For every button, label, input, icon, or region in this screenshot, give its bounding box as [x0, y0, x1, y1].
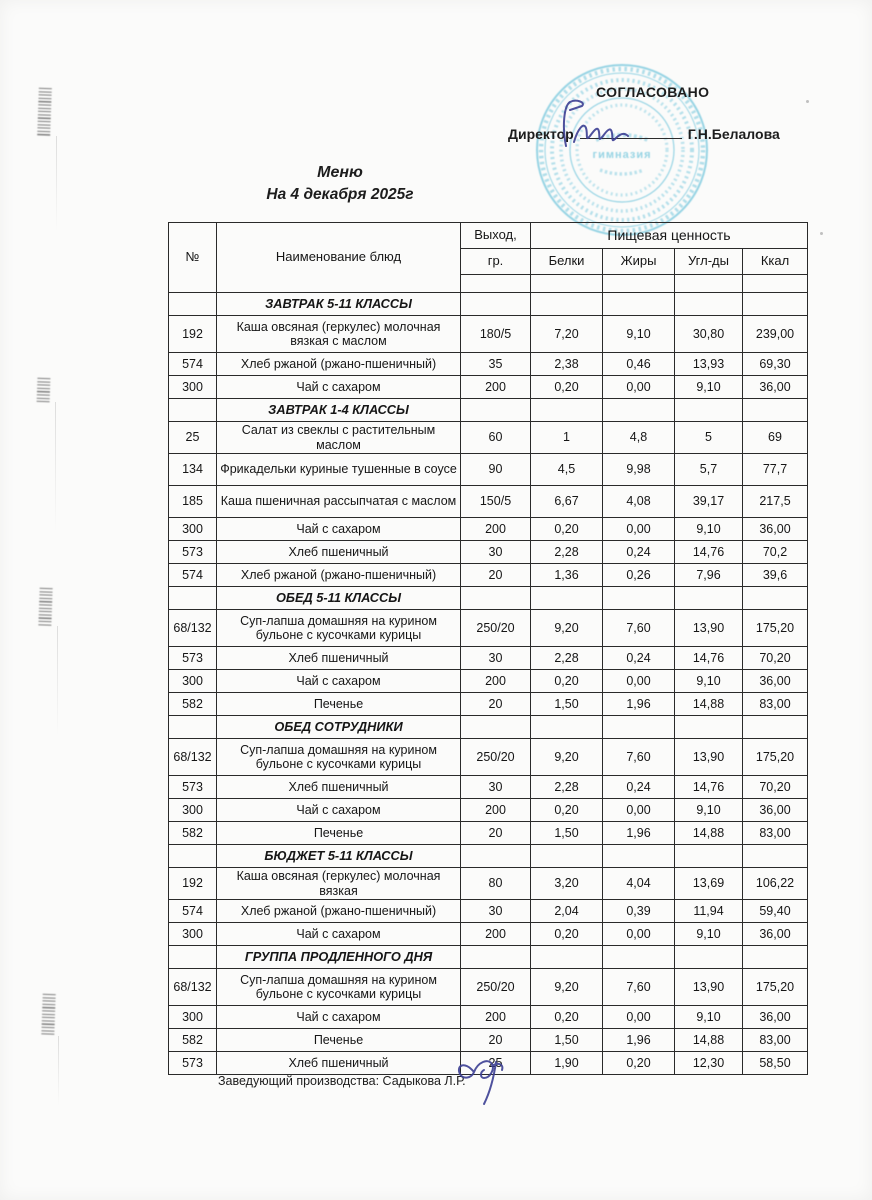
dish-row [169, 799, 808, 822]
row-num-cell: 68/132 [169, 610, 217, 647]
fat-cell [603, 399, 675, 422]
carbs-cell [675, 946, 743, 969]
row-num-cell: 573 [169, 776, 217, 799]
scan-smudge [37, 88, 52, 136]
output-cell [461, 399, 531, 422]
carbs-cell: 5,7 [675, 454, 743, 486]
fat-cell: 0,00 [603, 518, 675, 541]
kcal-cell: 39,6 [743, 564, 808, 587]
output-cell: 250/20 [461, 969, 531, 1006]
protein-cell [531, 399, 603, 422]
dish-row [169, 1029, 808, 1052]
kcal-cell: 83,00 [743, 822, 808, 845]
protein-cell: 1,50 [531, 1029, 603, 1052]
fat-cell: 0,00 [603, 1006, 675, 1029]
scan-smudge [38, 588, 52, 626]
menu-table-header [169, 223, 808, 293]
fat-cell: 1,96 [603, 1029, 675, 1052]
section-title-cell: ГРУППА ПРОДЛЕННОГО ДНЯ [217, 946, 461, 969]
output-cell: 200 [461, 1006, 531, 1029]
kcal-cell: 217,5 [743, 486, 808, 518]
protein-cell: 9,20 [531, 969, 603, 1006]
dish-row [169, 353, 808, 376]
carbs-cell [675, 399, 743, 422]
section-title-cell: БЮДЖЕТ 5-11 КЛАССЫ [217, 845, 461, 868]
dish-row [169, 376, 808, 399]
dish-row [169, 900, 808, 923]
document-title [210, 164, 470, 204]
row-num-cell: 582 [169, 822, 217, 845]
header-empty-cell [675, 275, 743, 293]
fat-cell: 0,00 [603, 670, 675, 693]
dish-row [169, 670, 808, 693]
protein-cell: 0,20 [531, 376, 603, 399]
kcal-cell: 36,00 [743, 670, 808, 693]
protein-cell [531, 946, 603, 969]
scan-crease [58, 1036, 59, 1106]
dish-row [169, 564, 808, 587]
row-num-cell: 300 [169, 670, 217, 693]
carbs-cell: 9,10 [675, 1006, 743, 1029]
dish-name-cell: Хлеб ржаной (ржано-пшеничный) [217, 564, 461, 587]
carbs-cell: 5 [675, 422, 743, 454]
row-num-cell: 300 [169, 376, 217, 399]
director-signature [552, 96, 682, 162]
approved-label: СОГЛАСОВАНО [596, 84, 710, 100]
kcal-cell [743, 946, 808, 969]
dish-name-cell: Печенье [217, 822, 461, 845]
fat-cell: 0,00 [603, 923, 675, 946]
dish-name-cell: Хлеб пшеничный [217, 541, 461, 564]
kcal-cell: 70,20 [743, 776, 808, 799]
fat-cell: 0,20 [603, 1052, 675, 1075]
dish-name-cell: Чай с сахаром [217, 376, 461, 399]
carbs-cell: 13,93 [675, 353, 743, 376]
dish-row [169, 969, 808, 1006]
dish-name-cell: Чай с сахаром [217, 670, 461, 693]
output-cell: 200 [461, 923, 531, 946]
col-header-carbs: Угл-ды [675, 249, 743, 275]
scan-speck [820, 232, 823, 235]
output-cell [461, 587, 531, 610]
protein-cell: 0,20 [531, 518, 603, 541]
kcal-cell: 36,00 [743, 1006, 808, 1029]
row-num-cell: 300 [169, 518, 217, 541]
carbs-cell: 9,10 [675, 518, 743, 541]
scan-crease [57, 626, 58, 736]
menu-table [168, 222, 808, 1075]
output-cell: 200 [461, 376, 531, 399]
protein-cell: 7,20 [531, 316, 603, 353]
row-num-cell [169, 946, 217, 969]
carbs-cell: 14,76 [675, 776, 743, 799]
dish-row [169, 610, 808, 647]
output-cell: 200 [461, 518, 531, 541]
fat-cell: 4,04 [603, 868, 675, 900]
dish-name-cell: Салат из свеклы с растительным маслом [217, 422, 461, 454]
carbs-cell [675, 845, 743, 868]
dish-row [169, 454, 808, 486]
output-cell: 200 [461, 670, 531, 693]
dish-name-cell: Хлеб ржаной (ржано-пшеничный) [217, 353, 461, 376]
carbs-cell: 11,94 [675, 900, 743, 923]
fat-cell: 7,60 [603, 610, 675, 647]
carbs-cell: 12,30 [675, 1052, 743, 1075]
output-cell: 20 [461, 693, 531, 716]
protein-cell: 0,20 [531, 799, 603, 822]
fat-cell: 7,60 [603, 739, 675, 776]
section-row [169, 946, 808, 969]
row-num-cell: 185 [169, 486, 217, 518]
dish-row [169, 868, 808, 900]
output-cell: 250/20 [461, 610, 531, 647]
scan-crease [55, 402, 56, 532]
kcal-cell: 70,2 [743, 541, 808, 564]
output-cell: 20 [461, 1029, 531, 1052]
row-num-cell: 574 [169, 353, 217, 376]
section-title-cell: ЗАВТРАК 5-11 КЛАССЫ [217, 293, 461, 316]
carbs-cell: 13,69 [675, 868, 743, 900]
kcal-cell: 239,00 [743, 316, 808, 353]
row-num-cell: 582 [169, 693, 217, 716]
kcal-cell: 36,00 [743, 376, 808, 399]
fat-cell: 9,98 [603, 454, 675, 486]
row-num-cell: 574 [169, 900, 217, 923]
kcal-cell [743, 293, 808, 316]
dish-name-cell: Хлеб пшеничный [217, 1052, 461, 1075]
production-manager-signature [452, 1052, 524, 1114]
kcal-cell: 83,00 [743, 1029, 808, 1052]
section-row [169, 716, 808, 739]
section-row [169, 587, 808, 610]
production-manager-line: Заведующий производства: Садыкова Л.Р. [218, 1074, 466, 1088]
protein-cell: 2,28 [531, 541, 603, 564]
kcal-cell: 70,20 [743, 647, 808, 670]
dish-name-cell: Хлеб пшеничный [217, 776, 461, 799]
row-num-cell: 68/132 [169, 969, 217, 1006]
output-cell: 20 [461, 822, 531, 845]
col-header-nutrition: Пищевая ценность [531, 223, 808, 249]
scan-crease [56, 136, 57, 231]
col-header-output: Выход, [461, 223, 531, 249]
protein-cell: 1,36 [531, 564, 603, 587]
section-row [169, 845, 808, 868]
fat-cell: 0,00 [603, 376, 675, 399]
carbs-cell [675, 716, 743, 739]
scan-smudge [37, 378, 51, 403]
title-line2: На 4 декабря 2025г [266, 186, 414, 203]
protein-cell: 1 [531, 422, 603, 454]
protein-cell: 4,5 [531, 454, 603, 486]
protein-cell: 2,28 [531, 776, 603, 799]
carbs-cell: 14,88 [675, 822, 743, 845]
title-line1: Меню [317, 164, 363, 181]
fat-cell: 0,24 [603, 647, 675, 670]
output-cell: 30 [461, 900, 531, 923]
kcal-cell: 69,30 [743, 353, 808, 376]
carbs-cell: 14,88 [675, 693, 743, 716]
row-num-cell [169, 399, 217, 422]
output-cell [461, 293, 531, 316]
section-title-cell: ОБЕД СОТРУДНИКИ [217, 716, 461, 739]
dish-name-cell: Чай с сахаром [217, 799, 461, 822]
protein-cell: 1,50 [531, 693, 603, 716]
protein-cell [531, 716, 603, 739]
kcal-cell: 36,00 [743, 518, 808, 541]
carbs-cell: 13,90 [675, 610, 743, 647]
dish-name-cell: Суп-лапша домашняя на курином бульоне с кусочками курицы [217, 969, 461, 1006]
row-num-cell: 300 [169, 1006, 217, 1029]
output-cell: 60 [461, 422, 531, 454]
section-row [169, 293, 808, 316]
carbs-cell: 30,80 [675, 316, 743, 353]
dish-name-cell: Фрикадельки куриные тушенные в соусе [217, 454, 461, 486]
output-cell: 250/20 [461, 739, 531, 776]
kcal-cell: 77,7 [743, 454, 808, 486]
dish-row [169, 1006, 808, 1029]
kcal-cell: 69 [743, 422, 808, 454]
row-num-cell: 300 [169, 799, 217, 822]
dish-row [169, 486, 808, 518]
carbs-cell: 7,96 [675, 564, 743, 587]
carbs-cell: 9,10 [675, 376, 743, 399]
scan-speck [806, 100, 809, 103]
protein-cell: 9,20 [531, 610, 603, 647]
output-cell: 80 [461, 868, 531, 900]
row-num-cell [169, 293, 217, 316]
col-header-num: № [169, 223, 217, 293]
dish-row [169, 647, 808, 670]
protein-cell: 1,50 [531, 822, 603, 845]
fat-cell: 1,96 [603, 822, 675, 845]
dish-name-cell: Хлеб пшеничный [217, 647, 461, 670]
col-header-output-units: гр. [461, 249, 531, 275]
output-cell: 35 [461, 353, 531, 376]
row-num-cell: 573 [169, 541, 217, 564]
kcal-cell [743, 587, 808, 610]
kcal-cell: 106,22 [743, 868, 808, 900]
protein-cell: 2,28 [531, 647, 603, 670]
dish-row [169, 822, 808, 845]
output-cell: 30 [461, 647, 531, 670]
carbs-cell: 9,10 [675, 670, 743, 693]
kcal-cell: 175,20 [743, 969, 808, 1006]
section-row [169, 399, 808, 422]
fat-cell: 4,8 [603, 422, 675, 454]
fat-cell: 0,39 [603, 900, 675, 923]
dish-row [169, 739, 808, 776]
carbs-cell [675, 293, 743, 316]
menu-table-body [169, 293, 808, 1075]
dish-row [169, 422, 808, 454]
carbs-cell: 13,90 [675, 739, 743, 776]
output-cell: 20 [461, 564, 531, 587]
output-cell [461, 716, 531, 739]
kcal-cell: 59,40 [743, 900, 808, 923]
carbs-cell: 14,76 [675, 541, 743, 564]
fat-cell: 0,26 [603, 564, 675, 587]
row-num-cell: 574 [169, 564, 217, 587]
dish-name-cell: Суп-лапша домашняя на курином бульоне с кусочками курицы [217, 610, 461, 647]
dish-name-cell: Каша пшеничная рассыпчатая с маслом [217, 486, 461, 518]
fat-cell [603, 845, 675, 868]
dish-row [169, 518, 808, 541]
output-cell: 90 [461, 454, 531, 486]
protein-cell: 6,67 [531, 486, 603, 518]
kcal-cell: 175,20 [743, 739, 808, 776]
protein-cell: 3,20 [531, 868, 603, 900]
carbs-cell: 14,76 [675, 647, 743, 670]
kcal-cell [743, 716, 808, 739]
row-num-cell [169, 716, 217, 739]
kcal-cell [743, 845, 808, 868]
row-num-cell: 573 [169, 647, 217, 670]
header-empty-cell [603, 275, 675, 293]
kcal-cell: 175,20 [743, 610, 808, 647]
dish-name-cell: Хлеб ржаной (ржано-пшеничный) [217, 900, 461, 923]
fat-cell [603, 716, 675, 739]
stamp-center-text: гимназия [592, 149, 652, 161]
dish-row [169, 316, 808, 353]
fat-cell [603, 587, 675, 610]
output-cell: 30 [461, 776, 531, 799]
dish-name-cell: Суп-лапша домашняя на курином бульоне с кусочками курицы [217, 739, 461, 776]
protein-cell: 1,90 [531, 1052, 603, 1075]
protein-cell: 0,20 [531, 923, 603, 946]
dish-name-cell: Каша овсяная (геркулес) молочная вязкая с маслом [217, 316, 461, 353]
scan-smudge [41, 994, 55, 1036]
output-cell: 30 [461, 541, 531, 564]
fat-cell: 0,00 [603, 799, 675, 822]
carbs-cell: 9,10 [675, 799, 743, 822]
fat-cell: 9,10 [603, 316, 675, 353]
director-label: Директор [508, 126, 574, 142]
row-num-cell: 68/132 [169, 739, 217, 776]
protein-cell [531, 293, 603, 316]
dish-name-cell: Чай с сахаром [217, 1006, 461, 1029]
fat-cell: 7,60 [603, 969, 675, 1006]
protein-cell: 2,04 [531, 900, 603, 923]
fat-cell [603, 946, 675, 969]
row-num-cell: 300 [169, 923, 217, 946]
carbs-cell: 9,10 [675, 923, 743, 946]
row-num-cell: 192 [169, 316, 217, 353]
col-header-protein: Белки [531, 249, 603, 275]
output-cell: 200 [461, 799, 531, 822]
output-cell [461, 946, 531, 969]
dish-row [169, 541, 808, 564]
protein-cell [531, 587, 603, 610]
header-empty-cell [461, 275, 531, 293]
row-num-cell: 134 [169, 454, 217, 486]
carbs-cell: 13,90 [675, 969, 743, 1006]
output-cell [461, 845, 531, 868]
col-header-kcal: Ккал [743, 249, 808, 275]
dish-row [169, 693, 808, 716]
section-title-cell: ЗАВТРАК 1-4 КЛАССЫ [217, 399, 461, 422]
output-cell: 25 [461, 1052, 531, 1075]
col-header-fat: Жиры [603, 249, 675, 275]
fat-cell: 0,24 [603, 776, 675, 799]
carbs-cell [675, 587, 743, 610]
carbs-cell: 39,17 [675, 486, 743, 518]
output-cell: 150/5 [461, 486, 531, 518]
protein-cell: 0,20 [531, 670, 603, 693]
fat-cell: 4,08 [603, 486, 675, 518]
dish-name-cell: Чай с сахаром [217, 923, 461, 946]
header-empty-cell [743, 275, 808, 293]
kcal-cell [743, 399, 808, 422]
dish-name-cell: Чай с сахаром [217, 518, 461, 541]
col-header-name: Наименование блюд [217, 223, 461, 293]
row-num-cell: 582 [169, 1029, 217, 1052]
dish-row [169, 776, 808, 799]
row-num-cell [169, 845, 217, 868]
dish-name-cell: Печенье [217, 1029, 461, 1052]
row-num-cell: 573 [169, 1052, 217, 1075]
row-num-cell [169, 587, 217, 610]
header-empty-cell [531, 275, 603, 293]
dish-row [169, 923, 808, 946]
kcal-cell: 36,00 [743, 799, 808, 822]
section-title-cell: ОБЕД 5-11 КЛАССЫ [217, 587, 461, 610]
dish-name-cell: Печенье [217, 693, 461, 716]
fat-cell: 0,24 [603, 541, 675, 564]
protein-cell: 2,38 [531, 353, 603, 376]
fat-cell: 0,46 [603, 353, 675, 376]
row-num-cell: 192 [169, 868, 217, 900]
protein-cell [531, 845, 603, 868]
fat-cell: 1,96 [603, 693, 675, 716]
protein-cell: 0,20 [531, 1006, 603, 1029]
kcal-cell: 58,50 [743, 1052, 808, 1075]
director-name: Г.Н.Белалова [687, 126, 780, 142]
row-num-cell: 25 [169, 422, 217, 454]
kcal-cell: 83,00 [743, 693, 808, 716]
protein-cell: 9,20 [531, 739, 603, 776]
carbs-cell: 14,88 [675, 1029, 743, 1052]
dish-name-cell: Каша овсяная (геркулес) молочная вязкая [217, 868, 461, 900]
output-cell: 180/5 [461, 316, 531, 353]
kcal-cell: 36,00 [743, 923, 808, 946]
fat-cell [603, 293, 675, 316]
